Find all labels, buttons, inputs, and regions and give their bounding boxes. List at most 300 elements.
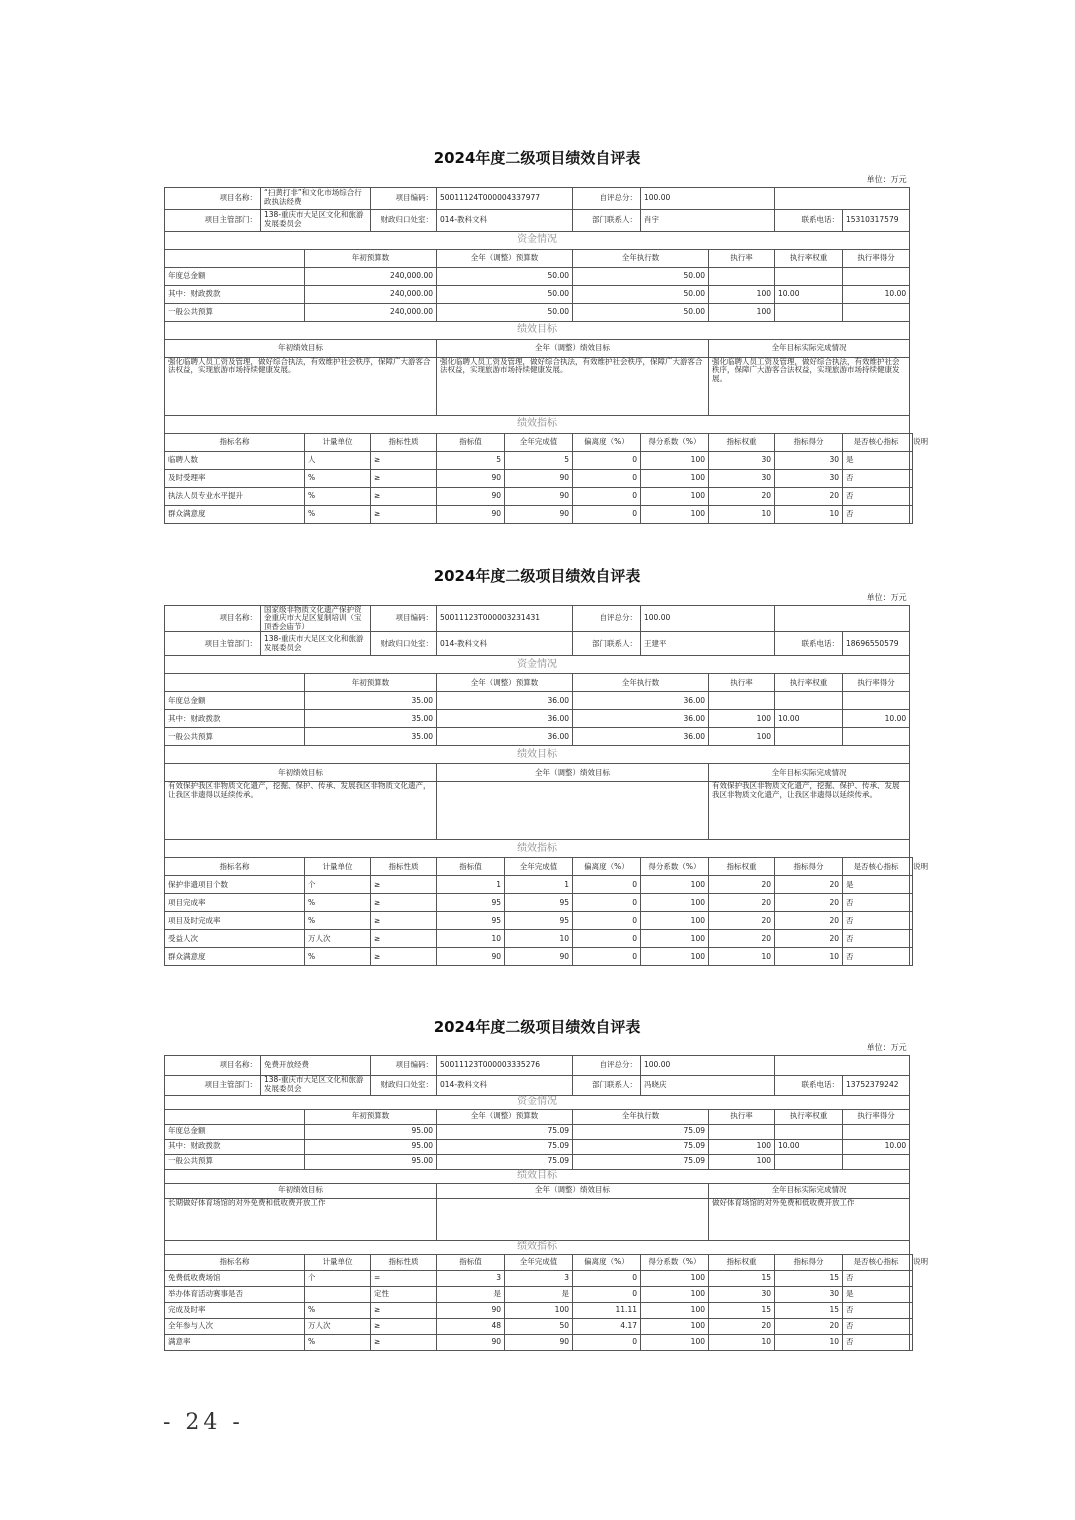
indicator-nature: ≥	[371, 451, 437, 469]
indicator-header: 指标性质	[371, 433, 437, 451]
unit-label: 单位：万元	[866, 175, 907, 185]
funds-header: 执行率	[709, 674, 775, 692]
contact-label: 部门联系人：	[573, 1075, 641, 1095]
initial-budget: 240,000.00	[305, 267, 437, 285]
indicator-deviation: 0	[573, 876, 641, 894]
indicator-deviation: 0	[573, 1334, 641, 1350]
execution-weight	[775, 267, 843, 285]
finance-office-value: 014-教科文科	[437, 1075, 573, 1095]
indicator-value: 90	[437, 1302, 505, 1318]
initial-goal: 有效保护我区非物质文化遗产，挖掘、保护、传承、发展我区非物质文化遗产，让我区非遗得以延续传承。	[165, 782, 437, 840]
indicators-section-title: 绩效指标	[165, 1240, 910, 1254]
indicator-coefficient: 100	[641, 487, 709, 505]
phone-label: 联系电话：	[775, 209, 843, 231]
indicator-note	[910, 451, 913, 469]
funds-row-label: 一般公共预算	[165, 303, 305, 321]
project-name-value: 国家级非物质文化遗产保护资金重庆市大足区复制培训（宝顶香会庙节）	[261, 605, 371, 632]
indicator-unit: 人	[305, 451, 371, 469]
goals-header: 年初绩效目标	[165, 764, 437, 782]
funds-row-label: 年度总金额	[165, 267, 305, 285]
initial-budget: 240,000.00	[305, 285, 437, 303]
indicator-deviation: 0	[573, 912, 641, 930]
initial-budget: 35.00	[305, 728, 437, 746]
indicator-header: 指标值	[437, 858, 505, 876]
execution-rate	[709, 267, 775, 285]
indicator-row	[165, 876, 913, 894]
indicator-coefficient: 100	[641, 894, 709, 912]
indicator-core: 否	[843, 1334, 910, 1350]
initial-budget: 95.00	[305, 1154, 437, 1169]
indicator-header: 指标权重	[709, 433, 775, 451]
self-score-label: 自评总分：	[573, 605, 641, 632]
funds-section-title: 资金情况	[165, 656, 910, 674]
adjusted-goal	[437, 782, 709, 840]
indicator-row	[165, 948, 913, 966]
indicator-core: 否	[843, 912, 910, 930]
indicator-coefficient: 100	[641, 1334, 709, 1350]
project-name-value: “扫黄打非”和文化市场综合行政执法经费	[261, 187, 371, 209]
indicator-row	[165, 894, 913, 912]
indicator-score: 10	[775, 948, 843, 966]
indicator-unit: %	[305, 912, 371, 930]
execution-score: 10.00	[843, 710, 910, 728]
funds-row-label: 其中：财政拨款	[165, 710, 305, 728]
finance-office-label: 财政归口处室：	[371, 632, 437, 656]
indicator-core: 是	[843, 451, 910, 469]
indicator-core: 否	[843, 1318, 910, 1334]
executed-amount: 36.00	[573, 728, 709, 746]
indicator-core: 否	[843, 1302, 910, 1318]
execution-rate: 100	[709, 285, 775, 303]
execution-weight	[775, 692, 843, 710]
indicator-header: 指标名称	[165, 1254, 305, 1270]
indicator-unit	[305, 1286, 371, 1302]
indicator-value: 5	[437, 451, 505, 469]
goals-header: 年初绩效目标	[165, 339, 437, 357]
project-code-label: 项目编码：	[371, 1055, 437, 1075]
funds-section-title: 资金情况	[165, 1095, 910, 1109]
indicator-coefficient: 100	[641, 451, 709, 469]
finance-office-value: 014-教科文科	[437, 209, 573, 231]
indicator-weight: 15	[709, 1302, 775, 1318]
indicator-done: 90	[505, 487, 573, 505]
indicator-coefficient: 100	[641, 876, 709, 894]
indicator-header: 全年完成值	[505, 858, 573, 876]
funds-header: 执行率权重	[775, 249, 843, 267]
adjusted-budget: 50.00	[437, 285, 573, 303]
indicator-deviation: 0	[573, 487, 641, 505]
self-score-value: 100.00	[641, 187, 775, 209]
execution-score	[843, 1154, 910, 1169]
indicator-note	[910, 505, 913, 523]
indicator-header: 计量单位	[305, 433, 371, 451]
executed-amount: 75.09	[573, 1124, 709, 1139]
indicator-value: 95	[437, 912, 505, 930]
unit-label: 单位：万元	[866, 1043, 907, 1053]
indicator-header: 得分系数（%）	[641, 433, 709, 451]
indicator-note	[910, 1270, 913, 1286]
indicator-name: 举办体育活动赛事是否	[165, 1286, 305, 1302]
indicator-unit: %	[305, 894, 371, 912]
indicator-coefficient: 100	[641, 505, 709, 523]
execution-score	[843, 728, 910, 746]
adjusted-budget: 36.00	[437, 710, 573, 728]
execution-score: 10.00	[843, 285, 910, 303]
indicator-note	[910, 894, 913, 912]
execution-rate: 100	[709, 303, 775, 321]
indicator-value: 10	[437, 930, 505, 948]
project-name-value: 免费开放经费	[261, 1055, 371, 1075]
phone-value: 15310317579	[843, 209, 910, 231]
adjusted-goal	[437, 1198, 709, 1240]
unit-label: 单位：万元	[866, 593, 907, 603]
project-code-value: 50011123T000003335276	[437, 1055, 573, 1075]
indicator-score: 20	[775, 894, 843, 912]
indicator-weight: 20	[709, 487, 775, 505]
indicator-note	[910, 1334, 913, 1350]
initial-budget: 35.00	[305, 710, 437, 728]
indicator-unit: 个	[305, 1270, 371, 1286]
funds-header: 全年执行数	[573, 674, 709, 692]
self-score-label: 自评总分：	[573, 187, 641, 209]
phone-value: 18696550579	[843, 632, 910, 656]
dept-label: 项目主管部门：	[165, 632, 261, 656]
goals-header: 全年（调整）绩效目标	[437, 764, 709, 782]
indicator-header: 说明	[910, 433, 913, 451]
project-name-label: 项目名称：	[165, 605, 261, 632]
indicator-nature: 定性	[371, 1286, 437, 1302]
indicator-row	[165, 505, 913, 523]
executed-amount: 50.00	[573, 303, 709, 321]
evaluation-sheet-2	[164, 563, 929, 966]
self-score-value: 100.00	[641, 1055, 775, 1075]
indicator-name: 项目完成率	[165, 894, 305, 912]
indicator-done: 90	[505, 469, 573, 487]
indicator-header: 指标权重	[709, 1254, 775, 1270]
adjusted-goal: 强化临聘人员工资及管理，做好综合执法，有效维护社会秩序，保障广大游客合法权益，实现旅游市场持续健康发展。	[437, 357, 709, 415]
indicator-row	[165, 1318, 913, 1334]
indicator-value: 90	[437, 505, 505, 523]
dept-value: 138-重庆市大足区文化和旅游发展委员会	[261, 1075, 371, 1095]
indicator-done: 50	[505, 1318, 573, 1334]
indicator-done: 90	[505, 505, 573, 523]
indicator-weight: 30	[709, 469, 775, 487]
indicator-core: 否	[843, 469, 910, 487]
indicator-header: 指标得分	[775, 1254, 843, 1270]
indicator-unit: %	[305, 505, 371, 523]
indicator-note	[910, 487, 913, 505]
indicator-weight: 10	[709, 948, 775, 966]
funds-header: 执行率得分	[843, 249, 910, 267]
initial-goal: 强化临聘人员工资及管理，做好综合执法，有效维护社会秩序，保障广大游客合法权益，实现旅游市场持续健康发展。	[165, 357, 437, 415]
goal-completion: 做好体育场馆的对外免费和低收费开放工作	[709, 1198, 910, 1240]
indicator-row	[165, 1286, 913, 1302]
execution-weight	[775, 1124, 843, 1139]
indicator-name: 项目及时完成率	[165, 912, 305, 930]
indicator-nature: ≥	[371, 487, 437, 505]
indicator-header: 偏离度（%）	[573, 433, 641, 451]
indicator-row	[165, 912, 913, 930]
funds-header: 执行率权重	[775, 674, 843, 692]
funds-header: 全年执行数	[573, 1109, 709, 1124]
indicators-section-title: 绩效指标	[165, 840, 910, 858]
indicator-done: 3	[505, 1270, 573, 1286]
indicator-score: 15	[775, 1302, 843, 1318]
goal-completion: 强化临聘人员工资及管理，做好综合执法，有效维护社会秩序，保障广大游客合法权益，实现旅游市场持续健康发展。	[709, 357, 910, 415]
goals-header: 年初绩效目标	[165, 1183, 437, 1198]
indicator-deviation: 11.11	[573, 1302, 641, 1318]
indicator-header: 说明	[910, 858, 913, 876]
initial-budget: 240,000.00	[305, 303, 437, 321]
indicator-unit: %	[305, 1302, 371, 1318]
indicator-weight: 20	[709, 876, 775, 894]
initial-budget: 95.00	[305, 1139, 437, 1154]
indicator-unit: %	[305, 487, 371, 505]
project-code-label: 项目编码：	[371, 187, 437, 209]
goals-header: 全年目标实际完成情况	[709, 1183, 910, 1198]
indicator-nature: ≥	[371, 1318, 437, 1334]
goals-section-title: 绩效目标	[165, 1169, 910, 1183]
indicator-note	[910, 948, 913, 966]
contact-value: 王建平	[641, 632, 775, 656]
dept-label: 项目主管部门：	[165, 1075, 261, 1095]
execution-weight: 10.00	[775, 285, 843, 303]
project-name-label: 项目名称：	[165, 1055, 261, 1075]
indicator-weight: 20	[709, 912, 775, 930]
indicator-score: 30	[775, 469, 843, 487]
funds-header: 年初预算数	[305, 674, 437, 692]
indicator-value: 是	[437, 1286, 505, 1302]
executed-amount: 50.00	[573, 267, 709, 285]
indicator-weight: 10	[709, 505, 775, 523]
indicator-score: 20	[775, 930, 843, 948]
indicator-note	[910, 469, 913, 487]
dept-value: 138-重庆市大足区文化和旅游发展委员会	[261, 632, 371, 656]
indicator-row	[165, 1270, 913, 1286]
execution-score	[843, 692, 910, 710]
funds-row-label: 一般公共预算	[165, 1154, 305, 1169]
indicator-deviation: 4.17	[573, 1318, 641, 1334]
indicator-name: 临聘人数	[165, 451, 305, 469]
indicator-header: 偏离度（%）	[573, 1254, 641, 1270]
indicator-deviation: 0	[573, 469, 641, 487]
indicator-unit: %	[305, 948, 371, 966]
adjusted-budget: 36.00	[437, 692, 573, 710]
finance-office-label: 财政归口处室：	[371, 1075, 437, 1095]
indicator-coefficient: 100	[641, 930, 709, 948]
page-number: - 24 -	[163, 1410, 244, 1435]
goals-section-title: 绩效目标	[165, 321, 910, 339]
self-evaluation-table	[164, 145, 929, 524]
indicator-name: 完成及时率	[165, 1302, 305, 1318]
self-evaluation-table	[164, 563, 929, 966]
initial-budget: 95.00	[305, 1124, 437, 1139]
indicator-deviation: 0	[573, 505, 641, 523]
indicator-unit: 万人次	[305, 1318, 371, 1334]
execution-rate: 100	[709, 1154, 775, 1169]
indicator-deviation: 0	[573, 1286, 641, 1302]
indicator-name: 满意率	[165, 1334, 305, 1350]
indicator-header: 全年完成值	[505, 433, 573, 451]
indicator-weight: 10	[709, 1334, 775, 1350]
indicator-row	[165, 1302, 913, 1318]
indicator-deviation: 0	[573, 930, 641, 948]
funds-header: 全年执行数	[573, 249, 709, 267]
funds-row-label: 其中：财政拨款	[165, 285, 305, 303]
indicator-score: 10	[775, 505, 843, 523]
indicator-nature: ≥	[371, 505, 437, 523]
indicator-value: 1	[437, 876, 505, 894]
goals-header: 全年目标实际完成情况	[709, 764, 910, 782]
indicator-unit: 个	[305, 876, 371, 894]
execution-weight	[775, 303, 843, 321]
funds-header: 执行率得分	[843, 1109, 910, 1124]
execution-rate	[709, 1124, 775, 1139]
indicator-unit: %	[305, 469, 371, 487]
indicator-coefficient: 100	[641, 469, 709, 487]
indicator-nature: ≥	[371, 894, 437, 912]
indicator-coefficient: 100	[641, 1318, 709, 1334]
indicator-nature: ≥	[371, 1334, 437, 1350]
goals-header: 全年目标实际完成情况	[709, 339, 910, 357]
indicator-header: 得分系数（%）	[641, 858, 709, 876]
initial-goal: 长期做好体育场馆的对外免费和低收费开放工作	[165, 1198, 437, 1240]
indicator-score: 30	[775, 1286, 843, 1302]
indicator-core: 否	[843, 1270, 910, 1286]
self-evaluation-table	[164, 1015, 929, 1351]
indicator-name: 全年参与人次	[165, 1318, 305, 1334]
phone-value: 13752379242	[843, 1075, 910, 1095]
indicator-header: 是否核心指标	[843, 858, 910, 876]
execution-rate	[709, 692, 775, 710]
executed-amount: 36.00	[573, 710, 709, 728]
indicator-core: 否	[843, 487, 910, 505]
indicator-coefficient: 100	[641, 948, 709, 966]
indicator-deviation: 0	[573, 451, 641, 469]
executed-amount: 50.00	[573, 285, 709, 303]
execution-rate: 100	[709, 728, 775, 746]
execution-score	[843, 1124, 910, 1139]
indicator-header: 指标性质	[371, 1254, 437, 1270]
dept-label: 项目主管部门：	[165, 209, 261, 231]
execution-score: 10.00	[843, 1139, 910, 1154]
project-code-value: 50011123T000003231431	[437, 605, 573, 632]
funds-header: 全年（调整）预算数	[437, 249, 573, 267]
indicator-done: 100	[505, 1302, 573, 1318]
indicator-weight: 20	[709, 930, 775, 948]
table-title: 2024年度二级项目绩效自评表	[433, 567, 641, 586]
indicator-header: 指标性质	[371, 858, 437, 876]
funds-header: 执行率权重	[775, 1109, 843, 1124]
indicator-note	[910, 1302, 913, 1318]
table-title: 2024年度二级项目绩效自评表	[433, 1018, 641, 1037]
indicator-header: 偏离度（%）	[573, 858, 641, 876]
execution-weight: 10.00	[775, 710, 843, 728]
indicator-header: 是否核心指标	[843, 1254, 910, 1270]
indicator-done: 95	[505, 912, 573, 930]
indicator-score: 10	[775, 1334, 843, 1350]
indicator-core: 否	[843, 505, 910, 523]
funds-section-title: 资金情况	[165, 231, 910, 249]
funds-row-label: 其中：财政拨款	[165, 1139, 305, 1154]
indicator-header: 指标名称	[165, 433, 305, 451]
initial-budget: 35.00	[305, 692, 437, 710]
self-score-label: 自评总分：	[573, 1055, 641, 1075]
project-code-label: 项目编码：	[371, 605, 437, 632]
indicator-deviation: 0	[573, 1270, 641, 1286]
execution-rate: 100	[709, 1139, 775, 1154]
adjusted-budget: 50.00	[437, 267, 573, 285]
contact-label: 部门联系人：	[573, 632, 641, 656]
indicator-name: 免费低收费场馆	[165, 1270, 305, 1286]
project-name-label: 项目名称：	[165, 187, 261, 209]
indicator-nature: =	[371, 1270, 437, 1286]
adjusted-budget: 36.00	[437, 728, 573, 746]
indicator-done: 95	[505, 894, 573, 912]
execution-weight: 10.00	[775, 1139, 843, 1154]
indicator-deviation: 0	[573, 948, 641, 966]
funds-header: 全年（调整）预算数	[437, 1109, 573, 1124]
funds-header: 全年（调整）预算数	[437, 674, 573, 692]
execution-rate: 100	[709, 710, 775, 728]
execution-score	[843, 303, 910, 321]
indicator-core: 是	[843, 1286, 910, 1302]
indicator-name: 群众满意度	[165, 505, 305, 523]
phone-label: 联系电话：	[775, 632, 843, 656]
indicator-score: 30	[775, 451, 843, 469]
table-title: 2024年度二级项目绩效自评表	[433, 149, 641, 168]
indicator-nature: ≥	[371, 912, 437, 930]
indicator-value: 90	[437, 948, 505, 966]
indicator-deviation: 0	[573, 894, 641, 912]
indicator-note	[910, 1286, 913, 1302]
indicator-value: 90	[437, 487, 505, 505]
finance-office-value: 014-教科文科	[437, 632, 573, 656]
indicator-done: 90	[505, 948, 573, 966]
indicator-header: 全年完成值	[505, 1254, 573, 1270]
indicator-header: 是否核心指标	[843, 433, 910, 451]
indicator-header: 指标权重	[709, 858, 775, 876]
indicator-weight: 30	[709, 451, 775, 469]
indicator-header: 指标得分	[775, 858, 843, 876]
funds-row-label: 年度总金额	[165, 1124, 305, 1139]
indicator-row	[165, 469, 913, 487]
indicator-header: 指标得分	[775, 433, 843, 451]
indicator-coefficient: 100	[641, 1270, 709, 1286]
execution-weight	[775, 728, 843, 746]
executed-amount: 36.00	[573, 692, 709, 710]
evaluation-sheet-3	[164, 1015, 929, 1351]
project-code-value: 50011124T000004337977	[437, 187, 573, 209]
indicator-coefficient: 100	[641, 1286, 709, 1302]
contact-value: 肖宇	[641, 209, 775, 231]
execution-weight	[775, 1154, 843, 1169]
indicator-core: 是	[843, 876, 910, 894]
goals-section-title: 绩效目标	[165, 746, 910, 764]
goal-completion: 有效保护我区非物质文化遗产，挖掘、保护、传承、发展我区非物质文化遗产，让我区非遗得以延续传承。	[709, 782, 910, 840]
indicator-value: 90	[437, 1334, 505, 1350]
indicator-note	[910, 876, 913, 894]
goals-header: 全年（调整）绩效目标	[437, 1183, 709, 1198]
phone-label: 联系电话：	[775, 1075, 843, 1095]
indicator-name: 执法人员专业水平提升	[165, 487, 305, 505]
indicator-name: 保护非遗项目个数	[165, 876, 305, 894]
indicator-score: 20	[775, 912, 843, 930]
goals-header: 全年（调整）绩效目标	[437, 339, 709, 357]
funds-row-label: 年度总金额	[165, 692, 305, 710]
indicator-core: 否	[843, 930, 910, 948]
indicator-row	[165, 1334, 913, 1350]
